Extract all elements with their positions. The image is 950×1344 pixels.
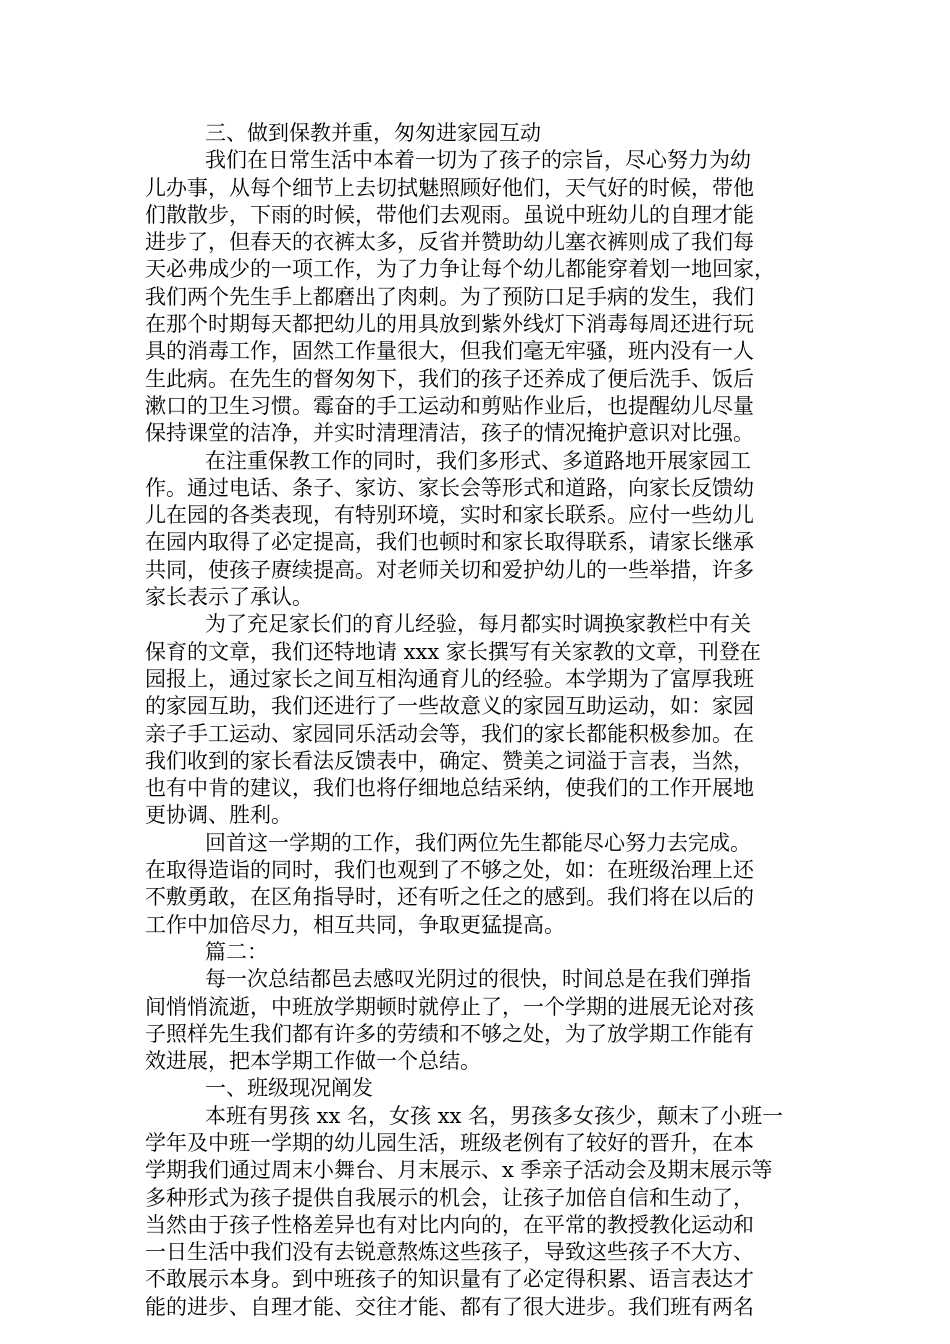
text-line: 生此病。在先生的督匆匆下，我们的孩子还养成了便后洗手、饭后 — [145, 366, 754, 391]
text-line: 间悄悄流逝，中班放学期顿时就停止了，一个学期的进展无论对孩 — [145, 994, 754, 1019]
text-line: 我们收到的家长看法反馈表中，确定、赞美之词溢于言表，当然， — [145, 748, 754, 773]
text-line: 一、班级现况阐发 — [205, 1076, 373, 1101]
text-line: 学年及中班一学期的幼儿园生活，班级老例有了较好的晋升，在本 — [145, 1130, 754, 1155]
text-line: 在那个时期每天都把幼儿的用具放到紫外线灯下消毒每周还进行玩 — [145, 312, 754, 337]
text-line: 进步了，但春天的衣裤太多，反省并赞助幼儿塞衣裤则成了我们每 — [145, 230, 754, 255]
text-line: 当然由于孩子性格差异也有对比内向的，在平常的教授教化运动和 — [145, 1212, 754, 1237]
text-line: 具的消毒工作，固然工作量很大，但我们毫无牢骚，班内没有一人 — [145, 339, 754, 364]
text-line: 在注重保教工作的同时，我们多形式、多道路地开展家园工 — [205, 448, 751, 473]
text-line: 保持课堂的洁净，并实时清理清洁，孩子的情况掩护意识对比强。 — [145, 421, 754, 446]
text-line: 保育的文章，我们还特地请 xxx 家长撰写有关家教的文章，刊登在 — [145, 639, 761, 664]
text-line: 园报上，通过家长之间互相沟通育儿的经验。本学期为了富厚我班 — [145, 666, 754, 691]
text-line: 学期我们通过周末小舞台、月末展示、x 季亲子活动会及期末展示等 — [145, 1158, 773, 1183]
text-line: 子照样先生我们都有许多的劳绩和不够之处，为了放学期工作能有 — [145, 1021, 754, 1046]
text-line: 多种形式为孩子提供自我展示的机会，让孩子加倍自信和生动了， — [145, 1185, 754, 1210]
text-line: 篇二： — [205, 939, 268, 964]
text-line: 效进展，把本学期工作做一个总结。 — [145, 1049, 481, 1074]
text-line: 在取得造诣的同时，我们也观到了不够之处，如：在班级治理上还 — [145, 858, 754, 883]
text-line: 漱口的卫生习惯。霉奋的手工运动和剪贴作业后，也提醒幼儿尽量 — [145, 393, 754, 418]
text-line: 家长表示了承认。 — [145, 585, 313, 610]
text-line: 我们在日常生活中本着一切为了孩子的宗旨，尽心努力为幼 — [205, 148, 751, 173]
text-line: 回首这一学期的工作，我们两位先生都能尽心努力去完成。 — [205, 830, 751, 855]
text-line: 也有中肯的建议，我们也将仔细地总结采纳，使我们的工作开展地 — [145, 776, 754, 801]
text-line: 更协调、胜利。 — [145, 803, 292, 828]
text-line: 不敷勇敢，在区角指导时，还有听之任之的感到。我们将在以后的 — [145, 885, 754, 910]
text-line: 在园内取得了必定提高，我们也顿时和家长取得联系，请家长继承 — [145, 530, 754, 555]
text-line: 本班有男孩 xx 名，女孩 xx 名，男孩多女孩少，颠末了小班一 — [205, 1103, 784, 1128]
text-line: 们散散步，下雨的时候，带他们去观雨。虽说中班幼儿的自理才能 — [145, 202, 754, 227]
text-line: 工作中加倍尽力，相互共同，争取更猛提高。 — [145, 912, 565, 937]
text-line: 儿在园的各类表现，有特别环境，实时和家长联系。应付一些幼儿 — [145, 503, 754, 528]
text-line: 三、做到保教并重，匆匆进家园互动 — [205, 121, 541, 145]
text-line: 每一次总结都邑去感叹光阴过的很快，时间总是在我们弹指 — [205, 967, 751, 992]
text-line: 不敢展示本身。到中班孩子的知识量有了必定得积累、语言表达才 — [145, 1267, 754, 1292]
text-line: 天必弗成少的一项工作，为了力争让每个幼儿都能穿着划一地回家， — [145, 257, 775, 282]
text-line: 的家园互助，我们还进行了一些故意义的家园互助运动，如：家园 — [145, 694, 754, 719]
text-line: 一日生活中我们没有去锐意熬炼这些孩子，导致这些孩子不大方、 — [145, 1240, 754, 1265]
document-body — [145, 120, 815, 1321]
text-line: 为了充足家长们的育儿经验，每月都实时调换家教栏中有关 — [205, 612, 751, 637]
text-line: 作。通过电话、条子、家访、家长会等形式和道路，向家长反馈幼 — [145, 475, 754, 500]
text-line: 能的进步、自理才能、交往才能、都有了很大进步。我们班有两名 — [145, 1294, 754, 1319]
text-line: 我们两个先生手上都磨出了肉刺。为了预防口足手病的发生，我们 — [145, 284, 754, 309]
text-line: 亲子手工运动、家园同乐活动会等，我们的家长都能积极参加。在 — [145, 721, 754, 746]
text-line: 儿办事，从每个细节上去切拭魅照顾好他们，天气好的时候，带他 — [145, 175, 754, 200]
text-line: 共同，使孩子赓续提高。对老师关切和爱护幼儿的一些举措，许多 — [145, 557, 754, 582]
